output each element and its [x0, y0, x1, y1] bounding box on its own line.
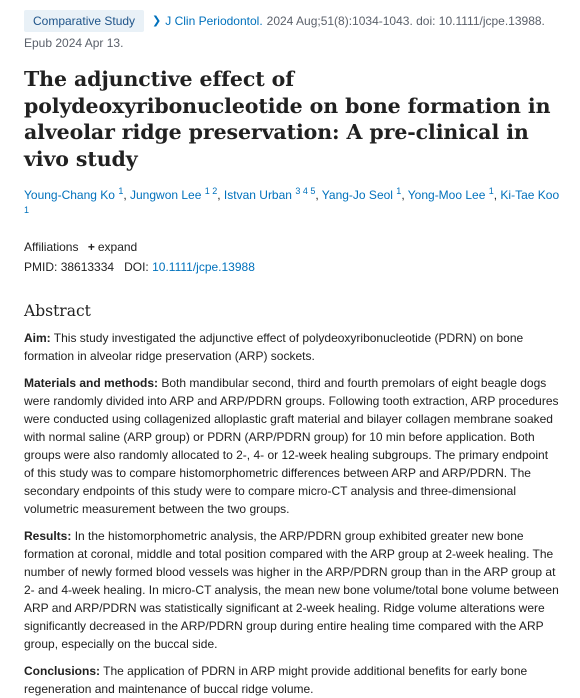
author-name-link[interactable]: Yang-Jo Seol	[321, 188, 393, 202]
author-affiliation-sup[interactable]: 3 4 5	[295, 186, 316, 196]
author-item: Yang-Jo Seol $^1$,	[321, 186, 408, 202]
methods-text: Both mandibular second, third and fourth premolars of eight beagle dogs were randomly divided into ARP and ARP/PDRN groups. Following tooth extraction, ARP procedures were conducted using collagenized alloplastic graft material and bilayer collagen membrane soaked with normal saline (ARP group) or PDRN (ARP/PDRN group) for 10 min before application. Both groups were also randomly allocated to 2-, 4- or 12-week healing subgroups. The primary endpoint of this study was to compare histomorphometric differences between ARP and ARP/PDRN. The secondary endpoints of this study were to compare micro-CT analysis and three-dimensional volumetric measurement between the two groups.	[24, 376, 559, 516]
chevron-right-icon: ❯	[152, 15, 162, 27]
author-name-link[interactable]: Jungwon Lee	[130, 188, 202, 202]
affiliations-label: Affiliations	[24, 240, 79, 254]
citation-text: 2024 Aug;51(8):1034-1043. doi: 10.1111/jcpe.13988.	[266, 14, 545, 28]
doi-link[interactable]: 10.1111/jcpe.13988	[152, 260, 255, 274]
author-name-link[interactable]: Yong-Moo Lee	[407, 188, 486, 202]
abstract-heading: Abstract	[24, 302, 91, 320]
expand-label: expand	[97, 240, 138, 254]
methods-label: Materials and methods:	[24, 376, 159, 390]
aim-text: This study investigated the adjunctive effect of polydeoxyribonucleotide (PDRN) on bone formation in alveolar ridge preservation (ARP) sockets.	[24, 331, 524, 363]
doi-label: DOI:	[124, 260, 149, 274]
journal-link[interactable]: J Clin Periodontol.	[165, 14, 263, 28]
author-affiliation-sup[interactable]: 1 2	[204, 186, 218, 196]
affiliations-row	[24, 238, 560, 256]
author-name-link[interactable]: Ki-Tae Koo	[500, 188, 560, 202]
article-title: The adjunctive effect of polydeoxyribonucleotide on bone formation in alveolar ridge preservation: A pre-clinical in vivo study	[24, 67, 551, 171]
author-affiliation-sup[interactable]: 1	[396, 186, 402, 196]
author-affiliation-sup[interactable]: 1	[118, 186, 124, 196]
author-item: Young-Chang Ko $^1$,	[24, 186, 130, 202]
conclusions-text: The application of PDRN in ARP might provide additional benefits for early bone regeneration and maintenance of buccal ridge volume.	[24, 664, 528, 696]
author-affiliation-sup[interactable]: 1	[24, 205, 30, 215]
pmid-value: 38613334	[60, 260, 115, 274]
author-item: Yong-Moo Lee $^1$,	[407, 186, 501, 202]
identifiers-row	[24, 258, 560, 276]
article-meta	[24, 10, 560, 32]
author-item: Jungwon Lee $^{1 2}$,	[130, 186, 224, 202]
results-text: In the histomorphometric analysis, the ARP/PDRN group exhibited greater new bone formation at coronal, middle and total position compared with the ARP group at 2-week healing. The number of newly formed blood vessels was higher in the ARP/PDRN group than in the ARP group at 2- and 4-week healing. In micro-CT analysis, the mean new bone volume/total bone volume between ARP and ARP/PDRN was statistically significant at 2-week healing. Ridge volume alterations were significantly decreased in the ARP/PDRN group during entire healing time compared with the ARP group, especially on the buccal side.	[24, 529, 559, 651]
author-affiliation-sup[interactable]: 1	[488, 186, 494, 196]
epub-date: Epub 2024 Apr 13.	[24, 36, 124, 50]
pmid-label: PMID:	[24, 260, 58, 274]
author-name-link[interactable]: Young-Chang Ko	[24, 188, 115, 202]
abstract-aim	[24, 329, 560, 365]
abstract-results	[24, 527, 560, 653]
plus-icon: +	[87, 240, 95, 254]
aim-label: Aim:	[24, 331, 51, 345]
abstract-conclusions	[24, 662, 560, 698]
author-list	[24, 186, 560, 224]
results-label: Results:	[24, 529, 72, 543]
publication-type-badge[interactable]: Comparative Study	[24, 10, 144, 32]
conclusions-label: Conclusions:	[24, 664, 101, 678]
author-item: Istvan Urban $^{3 4 5}$,	[223, 186, 322, 202]
abstract-methods	[24, 374, 560, 518]
affiliations-expand-button[interactable]	[88, 240, 137, 254]
author-name-link[interactable]: Istvan Urban	[223, 188, 292, 202]
